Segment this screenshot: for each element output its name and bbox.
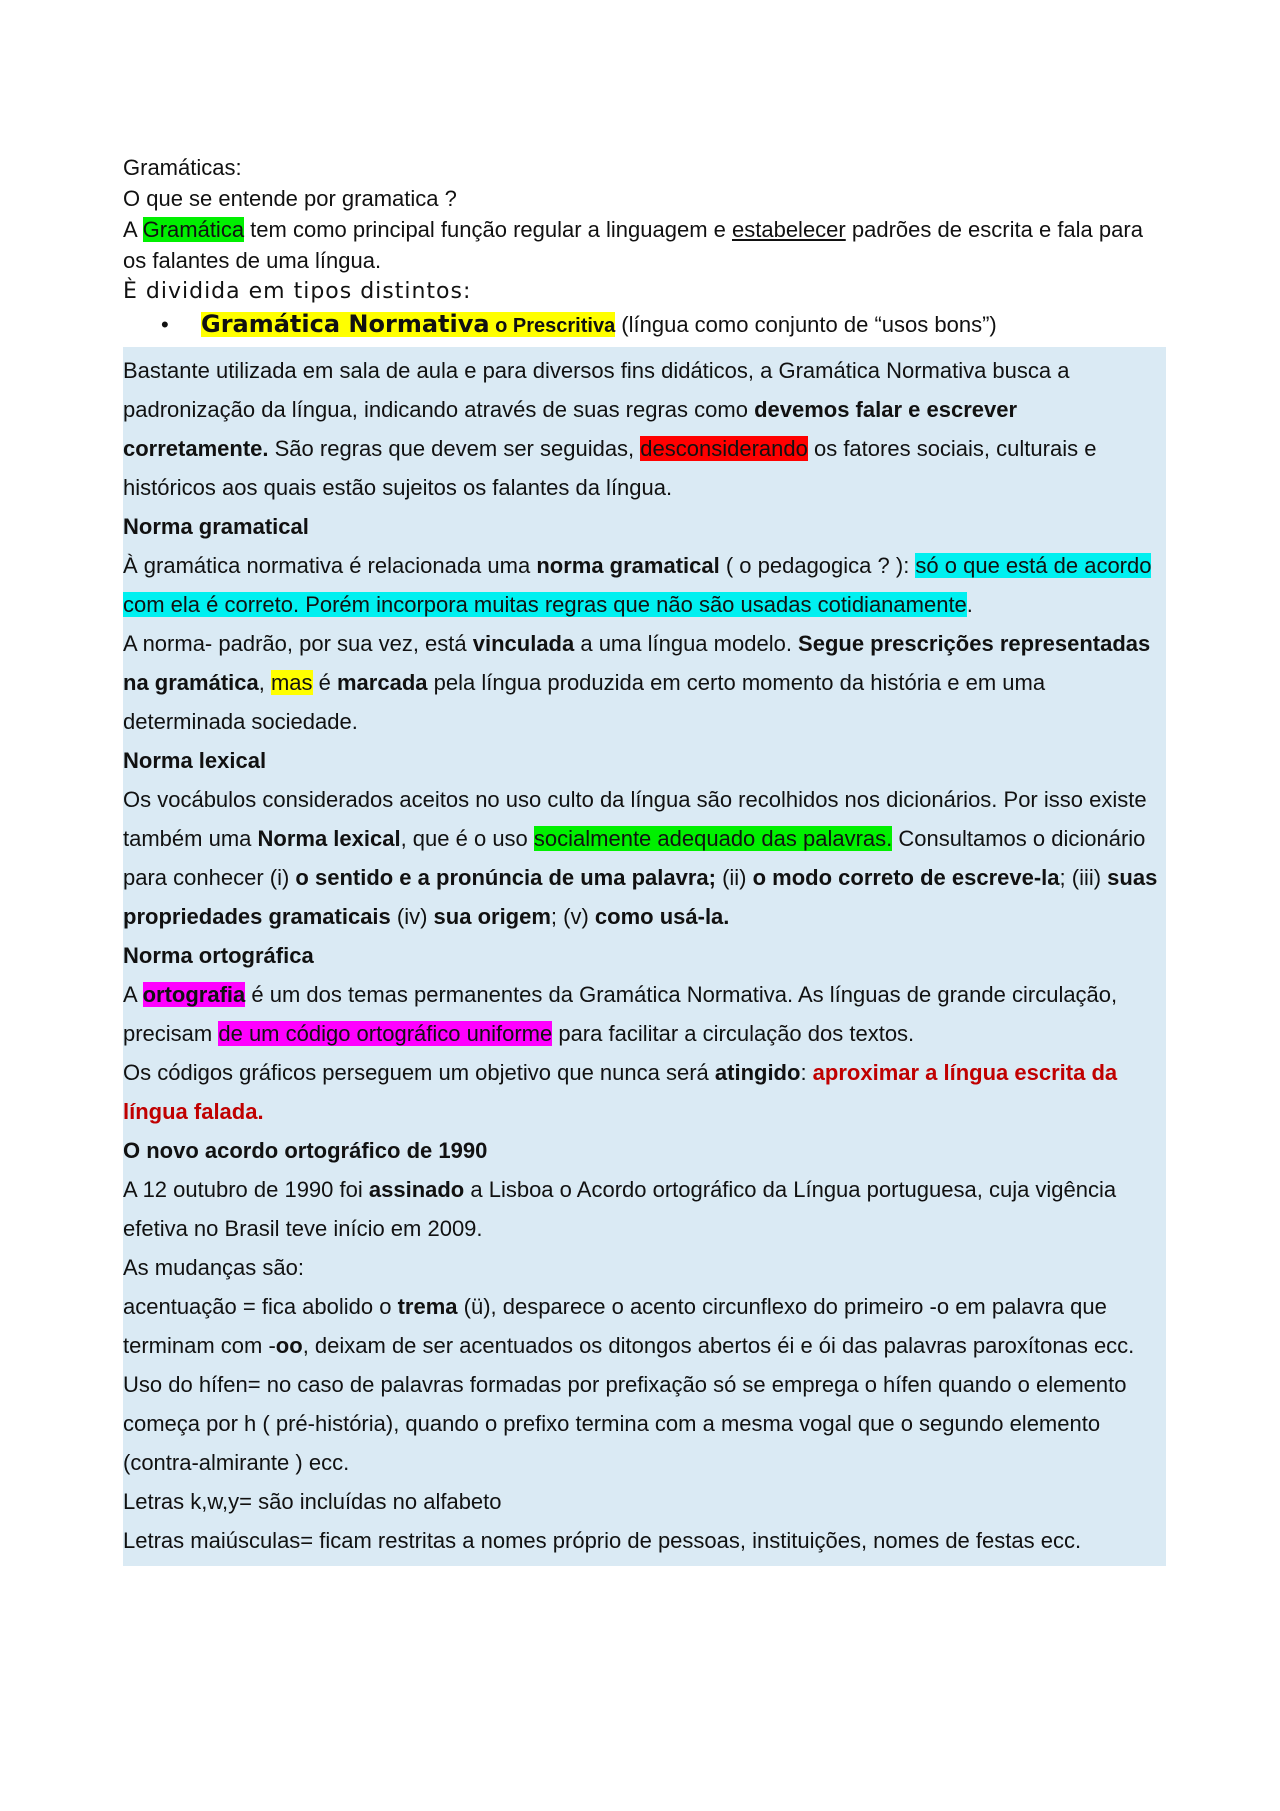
underlined-estabelecer: estabelecer [732,217,846,242]
highlight-correto: só o que está de acordo com ela é correto. Porém incorpora muitas regras que não são usadas cotidianamente [123,553,1152,617]
paragraph-norma-padrao: A norma- padrão, por sua vez, está vinculada a uma língua modelo. Segue prescrições representadas na gramática, mas é marcada pela língua produzida em certo momento da história e em uma determinada sociedade. [123,631,1151,734]
highlight-gramatica: Gramática [142,217,245,242]
bullet-marker: • [161,312,169,337]
heading-norma-gramatical: Norma gramatical [123,514,309,539]
intro-section [123,152,1163,307]
document-body [123,152,1163,1566]
heading-gramaticas: Gramáticas: [123,155,242,180]
paragraph-codigos-graficos: Os códigos gráficos perseguem um objetivo que nunca será atingido: aproximar a língua escrita da língua falada. [123,1060,1118,1124]
paragraph-normativa: Bastante utilizada em sala de aula e para diversos fins didáticos, a Gramática Normativa busca a padronização da língua, indicando através de suas regras como devemos falar e escrever corretamente. São regras que devem ser seguidas, desconsiderando os fatores sociais, culturais e históricos aos quais estão sujeitos os falantes da língua. [123,358,1097,500]
shaded-content-box [123,347,1166,1566]
paragraph-hifen: Uso do hífen= no caso de palavras formadas por prefixação só se emprega o hífen quando o elemento começa por h ( pré-história), quando o prefixo termina com a mesma vogal que o segundo elemento (contra-almirante ) ecc. [123,1372,1127,1475]
heading-norma-ortografica: Norma ortográfica [123,943,314,968]
highlight-socialmente: socialmente adequado das palavras. [533,826,893,851]
highlight-normativa: Gramática Normativa o Prescritiva [201,310,616,338]
highlight-desconsiderando: desconsiderando [640,436,808,461]
highlight-ortografia: ortografia [142,982,246,1007]
highlight-mas: mas [270,670,313,695]
definition-paragraph: A Gramática tem como principal função regular a linguagem e estabelecer padrões de escrita e fala para os falantes de uma língua. [123,217,1143,273]
paragraph-norma-lexical: Os vocábulos considerados aceitos no uso culto da língua são recolhidos nos dicionários. Por isso existe também uma Norma lexical, que é o uso socialmente adequado das palavras. Consultamos o dicionário para conhecer (i) o sentido e a pronúncia de uma palavra; (ii) o modo correto de escreve-la; (iii) suas propriedades gramaticais (iv) sua origem; (v) como usá-la. [123,787,1158,929]
paragraph-maiusculas: Letras maiúsculas= ficam restritas a nomes próprio de pessoas, instituições, nomes de festas ecc. [123,1528,1082,1553]
bullet-item-gramatica-normativa: • Gramática Normativa o Prescritiva (língua como conjunto de “usos bons”) [161,307,1163,343]
highlight-codigo-uniforme: de um código ortográfico uniforme [218,1021,553,1046]
paragraph-acordo: A 12 outubro de 1990 foi assinado a Lisboa o Acordo ortográfico da Língua portuguesa, cuja vigência efetiva no Brasil teve início em 2009. [123,1177,1117,1241]
paragraph-mudancas: As mudanças são: [123,1255,304,1280]
heading-norma-lexical: Norma lexical [123,748,267,773]
heading-novo-acordo: O novo acordo ortográfico de 1990 [123,1138,488,1163]
paragraph-acentuacao: acentuação = fica abolido o trema (ü), desparece o acento circunflexo do primeiro -o em palavra que terminam com -oo, deixam de ser acentuados os ditongos abertos éi e ói das palavras paroxítonas ecc. [123,1294,1135,1358]
red-text-aproximar: aproximar a língua escrita da língua falada. [123,1060,1118,1124]
paragraph-letras-kwy: Letras k,w,y= são incluídas no alfabeto [123,1489,502,1514]
paragraph-ortografia: A ortografia é um dos temas permanentes da Gramática Normativa. As línguas de grande circulação, precisam de um código ortográfico uniforme para facilitar a circulação dos textos. [123,982,1118,1046]
question-line: O que se entende por gramatica ? [123,186,457,211]
paragraph-norma-gramatical: À gramática normativa é relacionada uma norma gramatical ( o pedagogica ? ): só o que está de acordo com ela é correto. Porém incorpora muitas regras que não são usadas cotidianamente. [123,553,1152,617]
divided-types-line: È dividida em tipos distintos: [123,279,472,304]
